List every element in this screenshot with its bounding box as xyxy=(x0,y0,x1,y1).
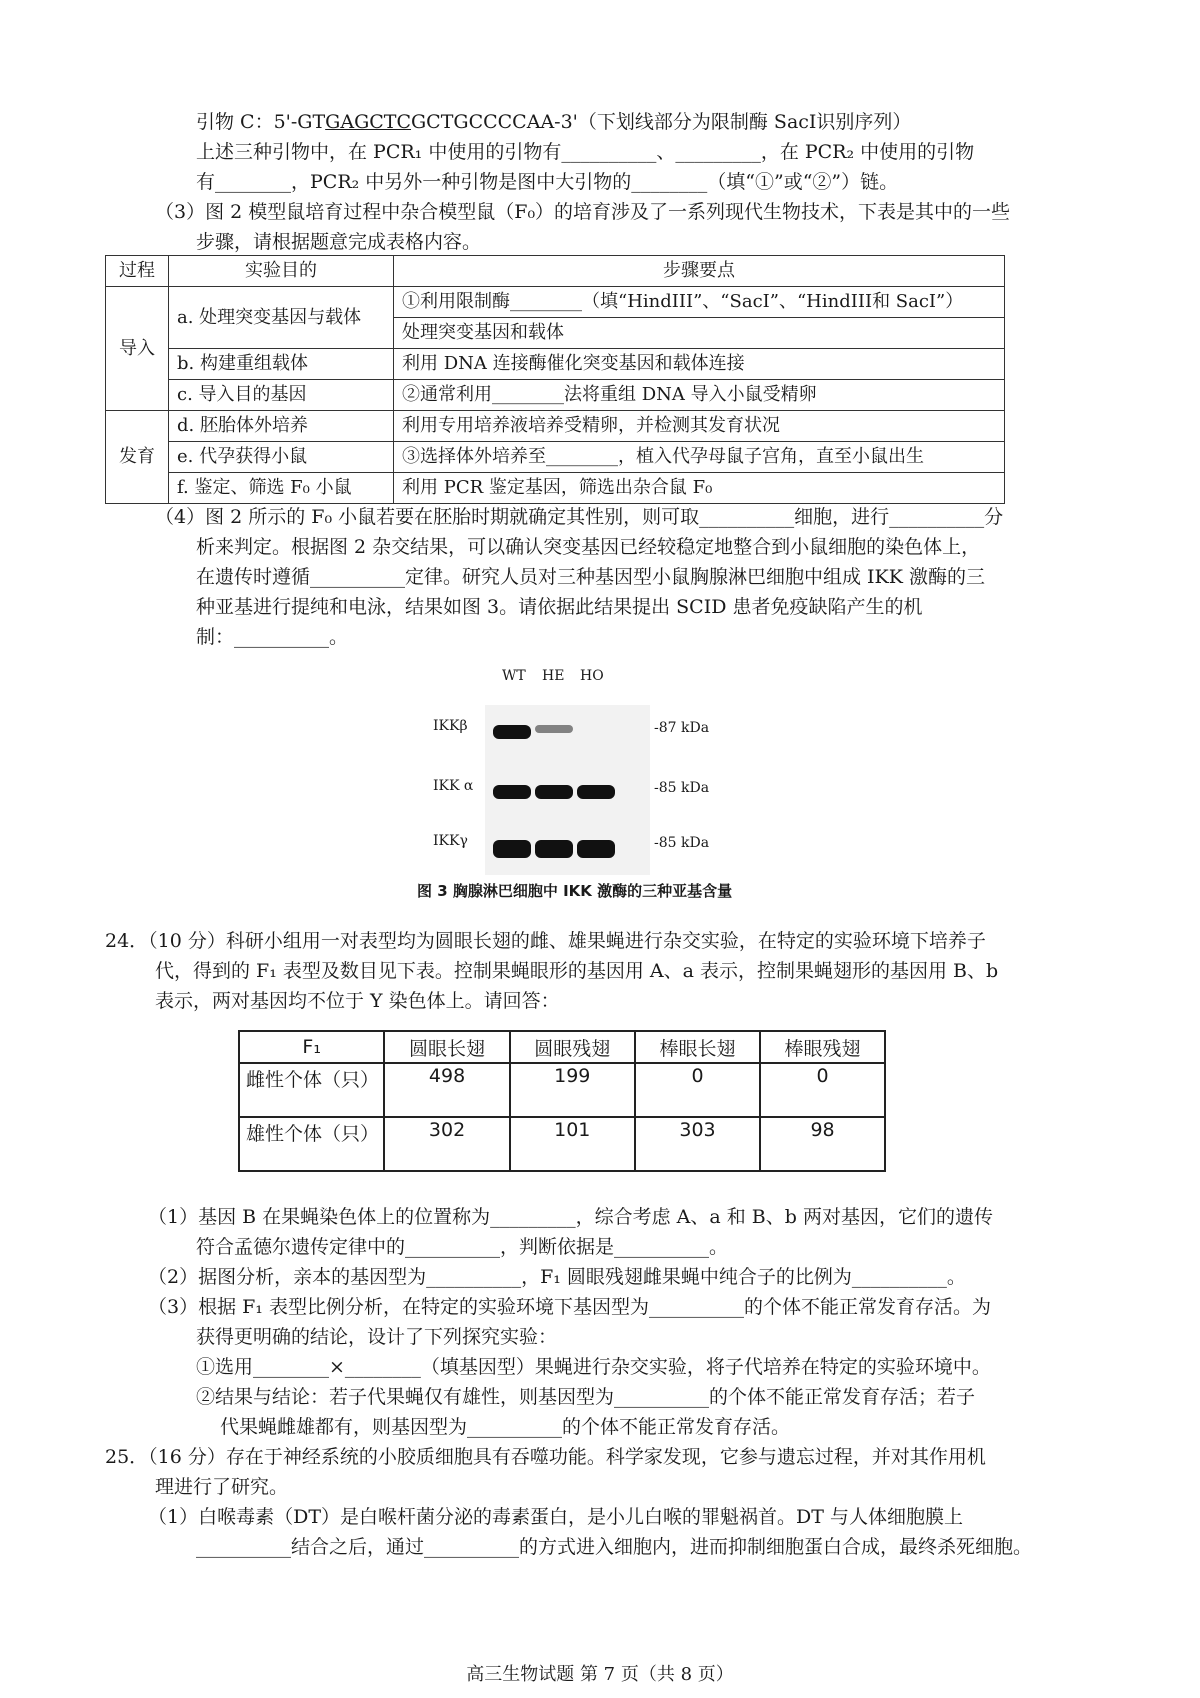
question-24-1: （1）基因 B 在果蝇染色体上的位置称为_________，综合考虑 A、a 和 B、b 两对基因，它们的遗传 xyxy=(148,1206,993,1228)
text-line: __________结合之后，通过__________的方式进入细胞内，进而抑制细胞蛋白合成，最终杀死细胞。 xyxy=(196,1536,1033,1558)
text-line: 在遗传时遵循__________定律。研究人员对三种基因型小鼠胸腺淋巴细胞中组成 IKK 激酶的三 xyxy=(196,566,985,588)
blot-column-label: WT xyxy=(502,668,526,684)
blot-band xyxy=(493,725,531,739)
blot-band xyxy=(577,785,615,799)
text-line: ②结果与结论：若子代果蝇仅有雄性，则基因型为__________的个体不能正常发育存活；若子 xyxy=(196,1386,976,1408)
blot-band xyxy=(535,785,573,799)
point-cell: 利用专用培养液培养受精卵，并检测其发育状况 xyxy=(394,411,1005,442)
table-cell: 101 xyxy=(510,1117,635,1171)
blot-row-label: IKKγ xyxy=(433,833,468,849)
purpose-cell: c. 导入目的基因 xyxy=(169,380,394,411)
text-line: ①选用________×________（填基因型）果蝇进行杂交实验，将子代培养在特定的实验环境中。 xyxy=(196,1356,991,1378)
row-label: 雌性个体（只） xyxy=(239,1063,384,1117)
question-25-text: 25．（16 分）存在于神经系统的小胶质细胞具有吞噬功能。科学家发现，它参与遗忘过程，并对其作用机 xyxy=(105,1446,986,1468)
point-cell: ③选择体外培养至________，植入代孕母鼠子宫角，直至小鼠出生 xyxy=(394,442,1005,473)
table-cell: 199 xyxy=(510,1063,635,1117)
blot-row-label: IKKβ xyxy=(433,718,468,734)
purpose-cell: f. 鉴定、筛选 F₀ 小鼠 xyxy=(169,473,394,504)
text-line: 代，得到的 F₁ 表型及数目见下表。控制果蝇眼形的基因用 A、a 表示，控制果蝇翅形的基因用 B、b xyxy=(155,960,999,982)
point-cell: ①利用限制酶________（填“HindIII”、“SacI”、“HindIII和 SacI”） xyxy=(394,287,1005,318)
table-cell: 0 xyxy=(635,1063,760,1117)
purpose-cell: d. 胚胎体外培养 xyxy=(169,411,394,442)
purpose-cell: b. 构建重组载体 xyxy=(169,349,394,380)
purpose-cell: a. 处理突变基因与载体 xyxy=(169,287,394,349)
question-3-text: （3）图 2 模型鼠培育过程中杂合模型鼠（F₀）的培育涉及了一系列现代生物技术，下表是其中的一些 xyxy=(155,201,1011,223)
f1-table xyxy=(238,1030,886,1172)
blot-column-label: HE xyxy=(542,668,565,684)
steps-table xyxy=(105,255,1005,504)
page-footer: 高三生物试题 第 7 页（共 8 页） xyxy=(466,1664,734,1685)
point-cell: ②通常利用________法将重组 DNA 导入小鼠受精卵 xyxy=(394,380,1005,411)
text-line: 制：__________。 xyxy=(196,626,349,648)
table-header: F₁ xyxy=(239,1031,384,1063)
table-cell: 0 xyxy=(760,1063,885,1117)
table-cell: 498 xyxy=(384,1063,509,1117)
question-25-1: （1）白喉毒素（DT）是白喉杆菌分泌的毒素蛋白，是小儿白喉的罪魁祸首。DT 与人体细胞膜上 xyxy=(148,1506,963,1528)
text-line: 步骤，请根据题意完成表格内容。 xyxy=(196,231,482,253)
point-cell: 利用 DNA 连接酶催化突变基因和载体连接 xyxy=(394,349,1005,380)
blot-band xyxy=(493,840,531,858)
text-line: 上述三种引物中，在 PCR₁ 中使用的引物有__________、_________，在 PCR₂ 中使用的引物 xyxy=(196,141,975,163)
text-line: 获得更明确的结论，设计了下列探究实验： xyxy=(196,1326,558,1348)
blot-row-label: IKK α xyxy=(433,778,474,794)
table-header: 步骤要点 xyxy=(394,256,1005,287)
process-cell: 导入 xyxy=(106,287,169,411)
question-4-text: （4）图 2 所示的 F₀ 小鼠若要在胚胎时期就确定其性别，则可取__________细胞，进行__________分 xyxy=(155,506,1004,528)
row-label: 雄性个体（只） xyxy=(239,1117,384,1171)
table-cell: 302 xyxy=(384,1117,509,1171)
table-header: 实验目的 xyxy=(169,256,394,287)
point-cell: 处理突变基因和载体 xyxy=(394,318,1005,349)
table-header: 棒眼长翅 xyxy=(635,1031,760,1063)
text-line: 表示，两对基因均不位于 Y 染色体上。请回答： xyxy=(155,990,560,1012)
table-cell: 303 xyxy=(635,1117,760,1171)
purpose-cell: e. 代孕获得小鼠 xyxy=(169,442,394,473)
figure-3-caption: 图 3 胸腺淋巴细胞中 IKK 激酶的三种亚基含量 xyxy=(417,882,733,900)
text-line: 有________，PCR₂ 中另外一种引物是图中大引物的________（填“①”或“②”）链。 xyxy=(196,171,899,193)
question-24-2: （2）据图分析，亲本的基因型为__________，F₁ 圆眼残翅雌果蝇中纯合子的比例为__________。 xyxy=(148,1266,966,1288)
question-24-3: （3）根据 F₁ 表型比例分析，在特定的实验环境下基因型为__________的个体不能正常发育存活。为 xyxy=(148,1296,991,1318)
table-header: 圆眼残翅 xyxy=(510,1031,635,1063)
blot-size-marker: -87 kDa xyxy=(654,720,710,736)
blot-band xyxy=(493,785,531,799)
table-cell: 98 xyxy=(760,1117,885,1171)
blot-column-label: HO xyxy=(580,668,604,684)
blot-band xyxy=(535,840,573,858)
text-line: 种亚基进行提纯和电泳，结果如图 3。请依据此结果提出 SCID 患者免疫缺陷产生的机 xyxy=(196,596,923,618)
blot-band xyxy=(577,840,615,858)
point-cell: 利用 PCR 鉴定基因，筛选出杂合鼠 F₀ xyxy=(394,473,1005,504)
text-line: 代果蝇雌雄都有，则基因型为__________的个体不能正常发育存活。 xyxy=(220,1416,791,1438)
question-24-text: 24．（10 分）科研小组用一对表型均为圆眼长翅的雌、雄果蝇进行杂交实验，在特定的实验环境下培养子 xyxy=(105,930,986,952)
blot-band xyxy=(535,725,573,733)
table-header: 棒眼残翅 xyxy=(760,1031,885,1063)
blot-size-marker: -85 kDa xyxy=(654,835,710,851)
primer-c-line: 引物 C：5'-GTGAGCTCGCTGCCCCAA-3'（下划线部分为限制酶 SacI识别序列） xyxy=(196,111,912,133)
western-blot-image xyxy=(485,705,650,875)
text-line: 理进行了研究。 xyxy=(155,1476,289,1498)
text-line: 符合孟德尔遗传定律中的__________，判断依据是__________。 xyxy=(196,1236,729,1258)
text-line: 析来判定。根据图 2 杂交结果，可以确认突变基因已经较稳定地整合到小鼠细胞的染色体上， xyxy=(196,536,981,558)
saci-site: GAGCTC xyxy=(325,111,411,133)
table-header: 过程 xyxy=(106,256,169,287)
table-header: 圆眼长翅 xyxy=(384,1031,509,1063)
process-cell: 发育 xyxy=(106,411,169,504)
blot-size-marker: -85 kDa xyxy=(654,780,710,796)
